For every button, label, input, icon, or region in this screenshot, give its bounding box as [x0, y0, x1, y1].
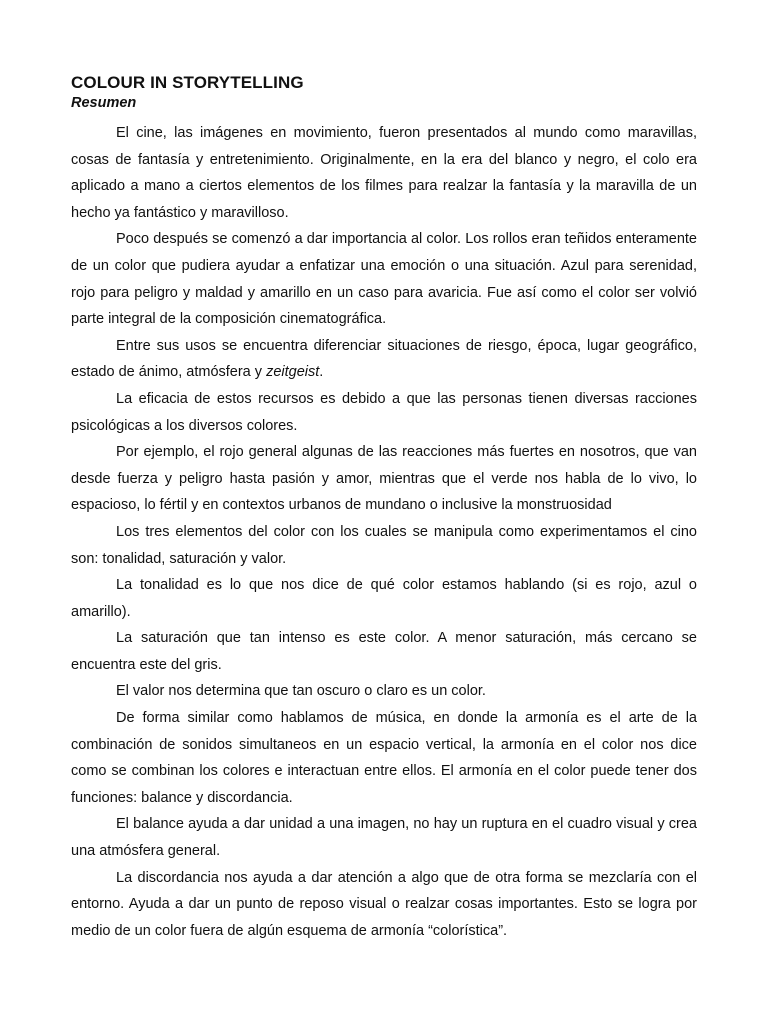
paragraph: El cine, las imágenes en movimiento, fueron presentados al mundo como maravillas, cosas de fantasía y entretenimiento. Originalmente, en la era del blanco y negro, el colo era aplicado a mano a ciertos elementos de los filmes para realzar la fantasía y la maravilla de un hecho ya fantástico y maravilloso. [71, 125, 697, 221]
emphasized-term: zeitgeist [266, 364, 320, 381]
paragraph: El balance ayuda a dar unidad a una imagen, no hay un ruptura en el cuadro visual y crea una atmósfera general. [71, 816, 697, 860]
document-subtitle: Resumen [71, 95, 137, 111]
paragraph: De forma similar como hablamos de música, en donde la armonía es el arte de la combinación de sonidos simultaneos en un espacio vertical, la armonía en el color nos dice como se combinan los colores e interactuan entre ellos. El armonía en el color puede tener dos funciones: balance y discordancia. [71, 710, 697, 806]
paragraph: La discordancia nos ayuda a dar atención a algo que de otra forma se mezclaría con el entorno. Ayuda a dar un punto de reposo visual o realzar cosas importantes. Esto se logra por medio de un color fuera de algún esquema de armonía “colorística”. [71, 869, 697, 939]
paragraph-text: Entre sus usos se encuentra diferenciar situaciones de riesgo, época, lugar geográfico, estado de ánimo, atmósfera y [71, 337, 697, 381]
paragraph: La eficacia de estos recursos es debido a que las personas tienen diversas racciones psicológicas a los diversos colores. [71, 390, 697, 434]
paragraph-text: . [319, 364, 324, 381]
paragraph: Los tres elementos del color con los cuales se manipula como experimentamos el cino son: tonalidad, saturación y valor. [71, 523, 697, 567]
paragraph: Poco después se comenzó a dar importancia al color. Los rollos eran teñidos enteramente de un color que pudiera ayudar a enfatizar una emoción o una situación. Azul para serenidad, rojo para peligro y maldad y amarillo en un caso para avaricia. Fue así como el color ser volvió parte integral de la composición cinematográfica. [71, 231, 697, 328]
paragraph: Por ejemplo, el rojo general algunas de las reacciones más fuertes en nosotros, que van desde fuerza y peligro hasta pasión y amor, mientras que el verde nos habla de lo vivo, lo espacioso, lo fértil y en contextos urbanos de mundano o inclusive la monstruosidad [71, 444, 697, 514]
paragraph: La tonalidad es lo que nos dice de qué color estamos hablando (si es rojo, azul o amarillo). [71, 577, 697, 620]
paragraph: La saturación que tan intenso es este color. A menor saturación, más cercano se encuentra este del gris. [71, 630, 697, 673]
paragraph [71, 333, 697, 386]
document-title: COLOUR IN STORYTELLING [71, 73, 304, 92]
paragraph: El valor nos determina que tan oscuro o claro es un color. [116, 683, 486, 700]
